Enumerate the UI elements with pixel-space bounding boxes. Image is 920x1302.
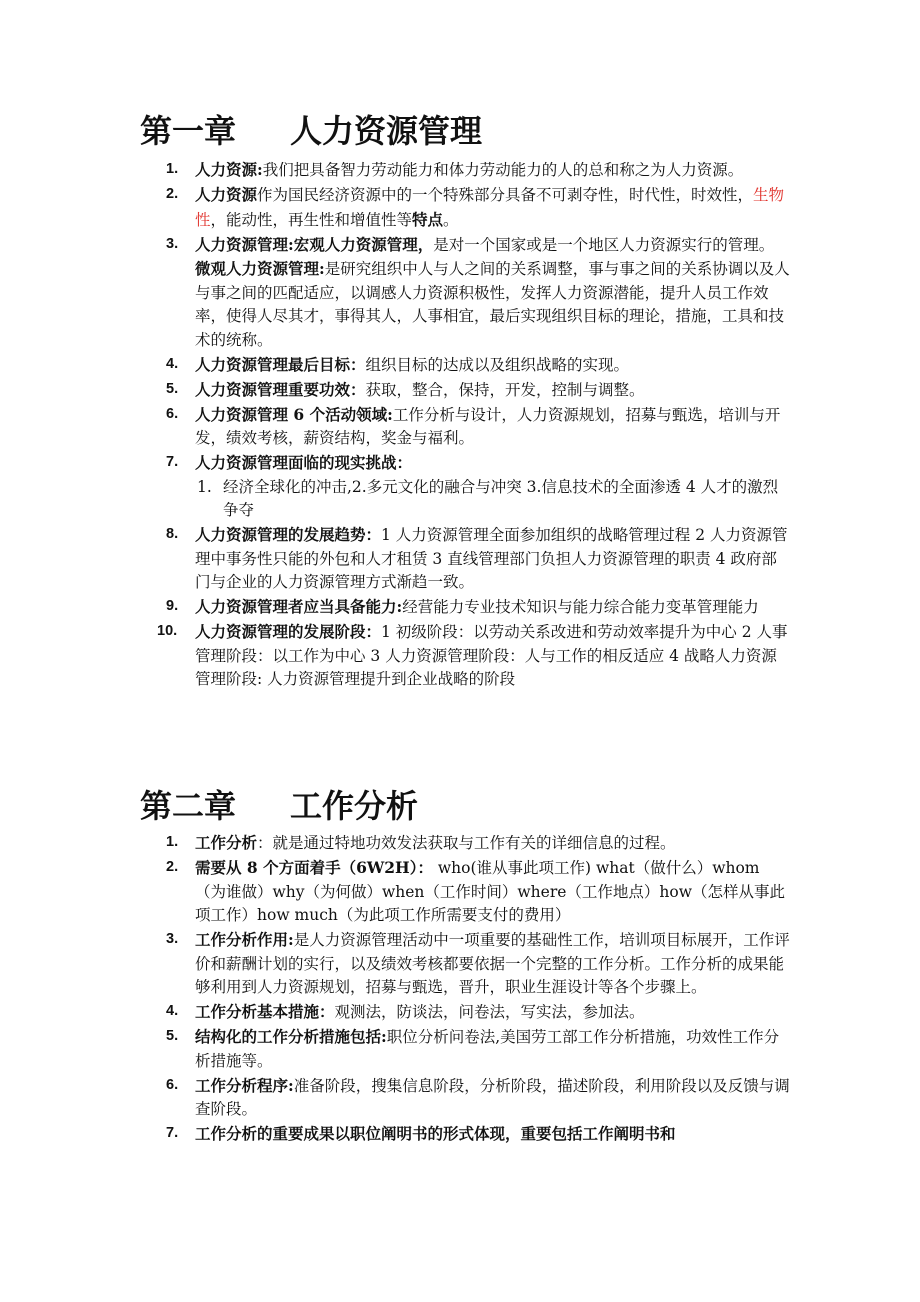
item-number: 6. (166, 1076, 179, 1093)
item-number: 3. (166, 931, 179, 947)
item-term: 特点 (412, 209, 444, 229)
item-term: 结构化的工作分析措施包括: (195, 1027, 387, 1046)
list-item (0, 158, 790, 183)
list-item (0, 856, 790, 928)
sub-paragraph (195, 257, 790, 352)
item-term: 人力资源管理面临的现实挑战： (195, 453, 413, 472)
item-term: 需要从 8 个方面着手（6W2H）： (195, 858, 433, 877)
item-term: 工作分析作用: (195, 930, 294, 949)
item-term: 人力资源管理的发展趋势： (195, 525, 382, 544)
item-term: 人力资源: (195, 160, 263, 179)
item-number: 2. (166, 859, 179, 875)
item-number: 5. (166, 1028, 179, 1044)
list-item (0, 353, 790, 378)
chapter-1-name: 人力资源管理 (290, 112, 483, 150)
chapter-1-list (0, 158, 920, 692)
item-text: 观测法，防谈法，问卷法，写实法，参加法。 (334, 1003, 645, 1021)
item-number: 2. (166, 186, 179, 202)
highlighted-text: 生物性 (195, 186, 785, 229)
item-number: 10. (157, 623, 178, 639)
item-text: who(谁从事此项工作) what（做什么）whom（为谁做）why（为何做）when（工作时间）where（工作地点）how（怎样从事此项工作）how much（为此项工作所需要支付的费用） (195, 859, 786, 924)
item-text: 工作分析与设计，人力资源规划，招募与甄选，培训与开发，绩效考核，薪资结构，奖金与福利。 (195, 405, 781, 447)
item-text: ，能动性，再生性和增值性等 (210, 210, 413, 229)
sub-item-number: 1. (197, 477, 212, 496)
sub-list-item (195, 476, 790, 523)
item-text: 准备阶段，搜集信息阶段，分析阶段，描述阶段，利用阶段以及反馈与调查阶段。 (195, 1076, 790, 1118)
item-text: 经济全球化的冲击,2.多元文化的融合与冲突 3.信息技术的全面渗透 4 人才的激烈争夺 (223, 477, 779, 519)
item-text: 我们把具备智力劳动能力和体力劳动能力的人的总和称之为人力资源。 (262, 161, 744, 179)
item-number: 6. (166, 405, 179, 422)
item-number: 1. (166, 161, 179, 177)
item-number: 5. (166, 380, 179, 397)
list-item (0, 620, 790, 692)
item-text: 。 (443, 210, 459, 229)
item-text: 经营能力专业技术知识与能力综合能力变革管理能力 (402, 598, 759, 616)
item-number: 1. (166, 834, 179, 850)
list-item (0, 1074, 790, 1122)
list-item (0, 595, 790, 620)
list-item (0, 1025, 790, 1073)
item-number: 9. (166, 598, 179, 614)
item-number: 8. (166, 526, 179, 542)
item-term: 人力资源管理的发展阶段： (195, 622, 382, 641)
item-term: 人力资源管理: (195, 234, 294, 254)
item-text: 作为国民经济资源中的一个特殊部分具备不可剥夺性，时代性，时效性， (257, 186, 754, 204)
item-number: 7. (166, 1125, 179, 1141)
list-item (0, 403, 790, 451)
item-number: 4. (166, 355, 179, 372)
item-term: 人力资源管理重要功效： (195, 379, 366, 399)
item-number: 4. (166, 1003, 179, 1019)
list-item (0, 183, 790, 232)
list-item (0, 233, 790, 353)
chapter-2-name: 工作分析 (290, 787, 419, 825)
item-text: 1 人力资源管理全面参加组织的战略管理过程 2 人力资源管理中事务性只能的外包和人才租赁 3 直线管理部门负担人力资源管理的职责 4 政府部门与企业的人力资源管理方式渐趋一致。 (195, 526, 788, 591)
item-term: 人力资源 (195, 185, 258, 204)
item-text: 职位分析问卷法,美国劳工部工作分析措施，功效性工作分析措施等。 (195, 1028, 780, 1070)
item-text: 是对一个国家或是一个地区人力资源实行的管理。 (433, 235, 775, 254)
item-text: 获取，整合，保持，开发，控制与调整。 (365, 380, 645, 399)
item-term: 人力资源管理 6 个活动领域: (195, 404, 393, 424)
chapter-1-title (140, 111, 482, 151)
item-number: 7. (166, 454, 179, 470)
chapter-2-list (0, 831, 920, 1147)
item-term: 工作分析 (195, 833, 258, 852)
chapter-1-number: 第一章 (140, 112, 237, 150)
item-term: 微观人力资源管理: (195, 259, 325, 278)
list-item (0, 451, 790, 523)
item-text: 1 初级阶段：以劳动关系改进和劳动效率提升为中心 2 人事管理阶段：以工作为中心 3 人力资源管理阶段：人与工作的相反适应 4 战略人力资源管理阶段: 人力资源管理提升到企业战略的阶段 (195, 623, 788, 688)
list-item (0, 1122, 790, 1147)
list-item (0, 1000, 790, 1025)
item-text: 是研究组织中人与人之间的关系调整，事与事之间的关系协调以及人与事之间的匹配适应，以调感人力资源积极性，发挥人力资源潜能，提升人员工作效率，使得人尽其才，事得其人，人事相宜，最后实现组织目标的理论，措施，工具和技术的统称。 (195, 260, 790, 349)
item-text: 是人力资源管理活动中一项重要的基础性工作，培训项目标展开，工作评价和薪酬计划的实行，以及绩效考核都要依据一个完整的工作分析。工作分析的成果能够利用到人力资源规划，招募与甄选，晋升，职业生涯设计等各个步骤上。 (195, 931, 790, 996)
item-term: 工作分析程序: (195, 1075, 294, 1095)
item-term: 工作分析基本措施： (195, 1002, 335, 1021)
item-text: 组织目标的达成以及组织战略的实现。 (365, 355, 630, 374)
item-term: 人力资源管理者应当具备能力: (195, 597, 403, 616)
item-text: ：就是通过特地功效发法获取与工作有关的详细信息的过程。 (257, 834, 676, 852)
item-term: 人力资源管理最后目标： (195, 354, 366, 374)
chapter-2-title (140, 786, 418, 826)
list-item (0, 378, 790, 403)
list-item (0, 523, 790, 595)
item-term: 宏观人力资源管理， (293, 234, 434, 254)
item-term: 工作分析的重要成果以职位阐明书的形式体现，重要包括工作阐明书和 (195, 1124, 676, 1143)
chapter-2-number: 第二章 (140, 787, 237, 825)
item-number: 3. (166, 235, 179, 252)
list-item (0, 928, 790, 1000)
list-item (0, 831, 790, 856)
